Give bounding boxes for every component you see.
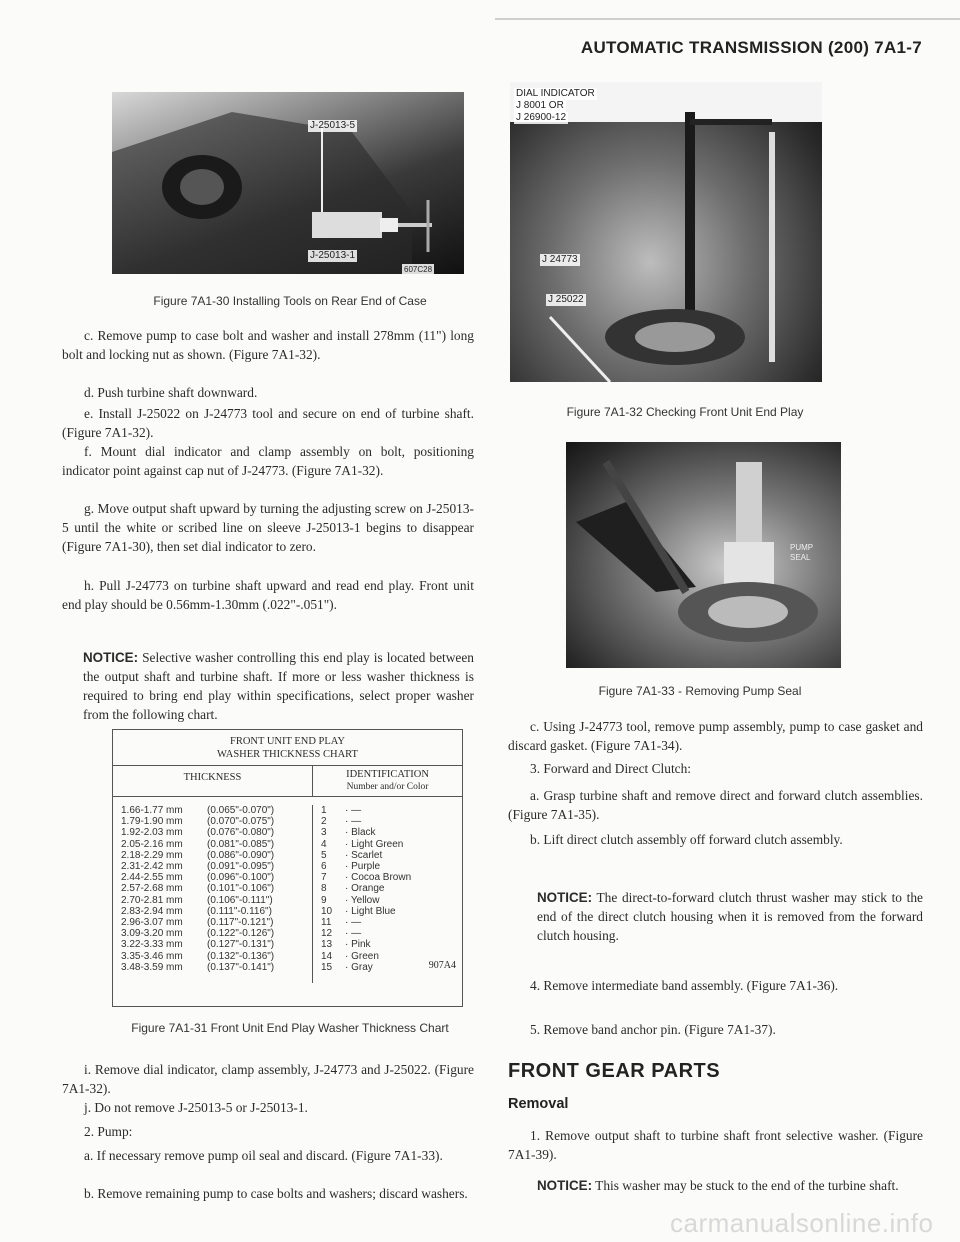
ident-number: 4 [321, 838, 327, 850]
chart-body [113, 797, 462, 983]
figure-30-photo [112, 92, 464, 274]
thickness-mm: 2.96-3.07 mm [121, 917, 183, 929]
ident-color: · Black [345, 827, 376, 839]
ident-row [313, 939, 462, 950]
notice-2 [537, 888, 923, 945]
thickness-mm: 2.70-2.81 mm [121, 894, 183, 906]
thickness-inch: (0.086"-0.090") [207, 849, 275, 861]
thickness-mm: 2.57-2.68 mm [121, 883, 183, 895]
ident-number: 7 [321, 872, 327, 884]
step-r-c: c. Using J-24773 tool, remove pump assembly, pump to case gasket and discard gasket. (Figure 7A1-34). [508, 719, 923, 753]
step-2b: b. Remove remaining pump to case bolts and washers; discard washers. [84, 1186, 468, 1201]
thickness-row [113, 827, 312, 838]
thickness-mm: 1.92-2.03 mm [121, 827, 183, 839]
thickness-inch: (0.106"-0.111") [207, 894, 273, 906]
ident-number: 13 [321, 939, 333, 951]
thickness-mm: 3.48-3.59 mm [121, 961, 183, 973]
ident-color: · — [345, 928, 362, 940]
thickness-inch: (0.122"-0.126") [207, 928, 275, 940]
thickness-row [113, 939, 312, 950]
figure-code: 607C28 [404, 265, 433, 274]
thickness-row [113, 917, 312, 928]
ident-row [313, 805, 462, 816]
step-5: 5. Remove band anchor pin. (Figure 7A1-37). [530, 1022, 776, 1037]
figure-33-caption: Figure 7A1-33 - Removing Pump Seal [598, 684, 802, 698]
thickness-mm: 2.83-2.94 mm [121, 905, 183, 917]
ident-color: · Purple [345, 861, 381, 873]
step-4: 4. Remove intermediate band assembly. (Figure 7A1-36). [530, 978, 839, 993]
step-i: i. Remove dial indicator, clamp assembly, J-24773 and J-25022. (Figure 7A1-32). [62, 1062, 474, 1096]
chart-title [113, 730, 462, 766]
label-j26900-12: J 26900-12 [516, 112, 567, 123]
ident-color: · Yellow [345, 894, 380, 906]
thickness-row [113, 883, 312, 894]
figure-32-photo [510, 82, 822, 382]
label-j25013-1: J-25013-1 [310, 250, 356, 261]
thickness-row [113, 962, 312, 973]
ident-color: · — [345, 917, 362, 929]
thickness-inch: (0.127"-0.131") [207, 939, 275, 951]
step-j: j. Do not remove J-25013-5 or J-25013-1. [84, 1100, 308, 1115]
ident-row [313, 850, 462, 861]
ident-row [313, 827, 462, 838]
ident-number: 10 [321, 905, 333, 917]
step-f: f. Mount dial indicator and clamp assembly on bolt, positioning indicator point against cap nut of J-24773. (Figure 7A1-32). [62, 444, 474, 478]
thickness-inch: (0.076"-0.080") [207, 827, 275, 839]
thickness-mm: 3.35-3.46 mm [121, 950, 183, 962]
step-g: g. Move output shaft upward by turning the adjusting screw on J-25013-5 until the white or scribed line on sleeve J-25013-1 begins to disappear (Figure 7A1-30), then set dial indicator to zero. [62, 501, 474, 554]
thickness-mm: 1.79-1.90 mm [121, 816, 183, 828]
watermark: carmanualsonline.info [670, 1208, 934, 1238]
thickness-row [113, 895, 312, 906]
washer-thickness-chart [112, 729, 463, 1007]
thickness-mm: 3.22-3.33 mm [121, 939, 183, 951]
col-ident-sub: Number and/or Color [346, 782, 429, 792]
notice-2-text: The direct-to-forward clutch thrust washer may stick to the end of the direct clutch housing when it is removed from the forward clutch housing. [537, 890, 924, 943]
col-thickness: THICKNESS [113, 766, 313, 796]
ident-color: · Cocoa Brown [345, 872, 412, 884]
ident-color: · — [345, 805, 362, 816]
notice-1 [83, 648, 474, 724]
thickness-row [113, 928, 312, 939]
chart-code: 907A4 [428, 960, 456, 971]
thickness-inch: (0.111"-0.116") [207, 905, 272, 917]
notice-3 [537, 1176, 923, 1195]
thickness-inch: (0.065"-0.070") [207, 805, 275, 816]
figure-33-photo [566, 442, 841, 668]
step-3b: b. Lift direct clutch assembly off forward clutch assembly. [530, 832, 843, 847]
ident-color: · Orange [345, 883, 385, 895]
figure-30-caption: Figure 7A1-30 Installing Tools on Rear End of Case [153, 294, 427, 308]
thickness-row [113, 805, 312, 816]
thickness-inch: (0.096"-0.100") [207, 872, 275, 884]
thickness-row [113, 906, 312, 917]
ident-row [313, 928, 462, 939]
ident-number: 5 [321, 849, 327, 861]
step-2: 2. Pump: [84, 1124, 133, 1139]
thickness-inch: (0.070"-0.075") [207, 816, 275, 828]
chart-title-line1: FRONT UNIT END PLAY [229, 736, 346, 747]
col-ident-title: IDENTIFICATION [346, 769, 429, 780]
step-2a: a. If necessary remove pump oil seal and discard. (Figure 7A1-33). [84, 1148, 443, 1163]
thickness-mm: 2.44-2.55 mm [121, 872, 183, 884]
ident-number: 11 [321, 917, 332, 929]
dial-indicator-illustration [510, 82, 822, 382]
thickness-row [113, 839, 312, 850]
label-j24773: J 24773 [542, 254, 578, 265]
notice-1-text: Selective washer controlling this end play is located between the output shaft and turbine shaft. If more or less washer thickness is required to bring end play within specifications, select proper washer from the following chart. [83, 650, 474, 722]
chart-column-headers [113, 766, 462, 797]
notice-3-text: This washer may be stuck to the end of the turbine shaft. [595, 1178, 899, 1193]
label-seal: SEAL [790, 553, 811, 562]
chart-thickness-col [113, 805, 313, 983]
ident-table [313, 805, 462, 973]
ident-number: 12 [321, 928, 333, 940]
ident-row [313, 906, 462, 917]
step-3a: a. Grasp turbine shaft and remove direct and forward clutch assemblies. (Figure 7A1-35). [508, 788, 923, 822]
page-header: AUTOMATIC TRANSMISSION (200) 7A1-7 [580, 38, 922, 57]
label-dial-indicator: DIAL INDICATOR [516, 88, 595, 99]
thickness-table [113, 805, 312, 973]
ident-row [313, 872, 462, 883]
thickness-row [113, 816, 312, 827]
ident-row [313, 861, 462, 872]
notice-3-label: NOTICE: [537, 1178, 593, 1193]
thickness-inch: (0.117"-0.121") [207, 917, 274, 929]
step-e: e. Install J-25022 on J-24773 tool and secure on end of turbine shaft. (Figure 7A1-32). [62, 406, 474, 440]
ident-number: 1 [321, 805, 327, 816]
ident-number: 3 [321, 827, 327, 839]
ident-number: 8 [321, 883, 327, 895]
ident-color: · — [345, 816, 362, 828]
transmission-case-illustration [112, 92, 464, 274]
ident-row [313, 816, 462, 827]
step-3: 3. Forward and Direct Clutch: [530, 761, 692, 776]
thickness-inch: (0.132"-0.136") [207, 950, 275, 962]
label-j8001: J 8001 OR [516, 100, 564, 111]
ident-color: · Light Green [345, 838, 404, 850]
ident-row [313, 883, 462, 894]
ident-number: 6 [321, 861, 327, 873]
section-front-gear-parts: FRONT GEAR PARTS [508, 1060, 721, 1082]
thickness-row [113, 850, 312, 861]
thickness-mm: 3.09-3.20 mm [121, 928, 183, 940]
ident-row [313, 917, 462, 928]
thickness-mm: 2.18-2.29 mm [121, 849, 183, 861]
ident-number: 9 [321, 894, 327, 906]
header-rule [495, 18, 960, 20]
label-pump: PUMP [790, 543, 814, 552]
label-j25022: J 25022 [548, 294, 584, 305]
notice-2-label: NOTICE: [537, 890, 593, 905]
thickness-inch: (0.091"-0.095") [207, 861, 275, 873]
figure-32-caption: Figure 7A1-32 Checking Front Unit End Play [566, 405, 804, 419]
ident-number: 14 [321, 950, 333, 962]
ident-row [313, 839, 462, 850]
label-j25013-5: J-25013-5 [310, 120, 356, 131]
ident-color: · Light Blue [345, 905, 396, 917]
figure-31-caption: Figure 7A1-31 Front Unit End Play Washer Thickness Chart [131, 1021, 449, 1035]
thickness-inch: (0.101"-0.106") [207, 883, 275, 895]
chart-title-line2: WASHER THICKNESS CHART [217, 749, 358, 760]
thickness-mm: 2.31-2.42 mm [121, 861, 183, 873]
step-r1: 1. Remove output shaft to turbine shaft front selective washer. (Figure 7A1-39). [508, 1128, 923, 1162]
thickness-inch: (0.137"-0.141") [207, 961, 275, 973]
notice-label: NOTICE: [83, 650, 139, 665]
subsection-removal: Removal [508, 1096, 569, 1112]
thickness-row [113, 951, 312, 962]
step-c: c. Remove pump to case bolt and washer and install 278mm (11") long bolt and locking nut as shown. (Figure 7A1-32). [62, 328, 474, 362]
ident-color: · Green [345, 950, 379, 962]
ident-color: · Scarlet [345, 849, 383, 861]
thickness-row [113, 861, 312, 872]
ident-color: · Gray [345, 961, 373, 973]
ident-row [313, 895, 462, 906]
step-d: d. Push turbine shaft downward. [84, 385, 258, 400]
thickness-mm: 1.66-1.77 mm [121, 805, 183, 816]
thickness-row [113, 872, 312, 883]
thickness-mm: 2.05-2.16 mm [121, 838, 183, 850]
thickness-inch: (0.081"-0.085") [207, 838, 275, 850]
step-h: h. Pull J-24773 on turbine shaft upward and read end play. Front unit end play should be 0.56mm-1.30mm (.022"-.051"). [62, 578, 474, 612]
col-identification [313, 766, 462, 796]
chart-ident-col [313, 805, 462, 983]
ident-color: · Pink [345, 939, 371, 951]
ident-number: 2 [321, 816, 327, 828]
ident-number: 15 [321, 961, 333, 973]
